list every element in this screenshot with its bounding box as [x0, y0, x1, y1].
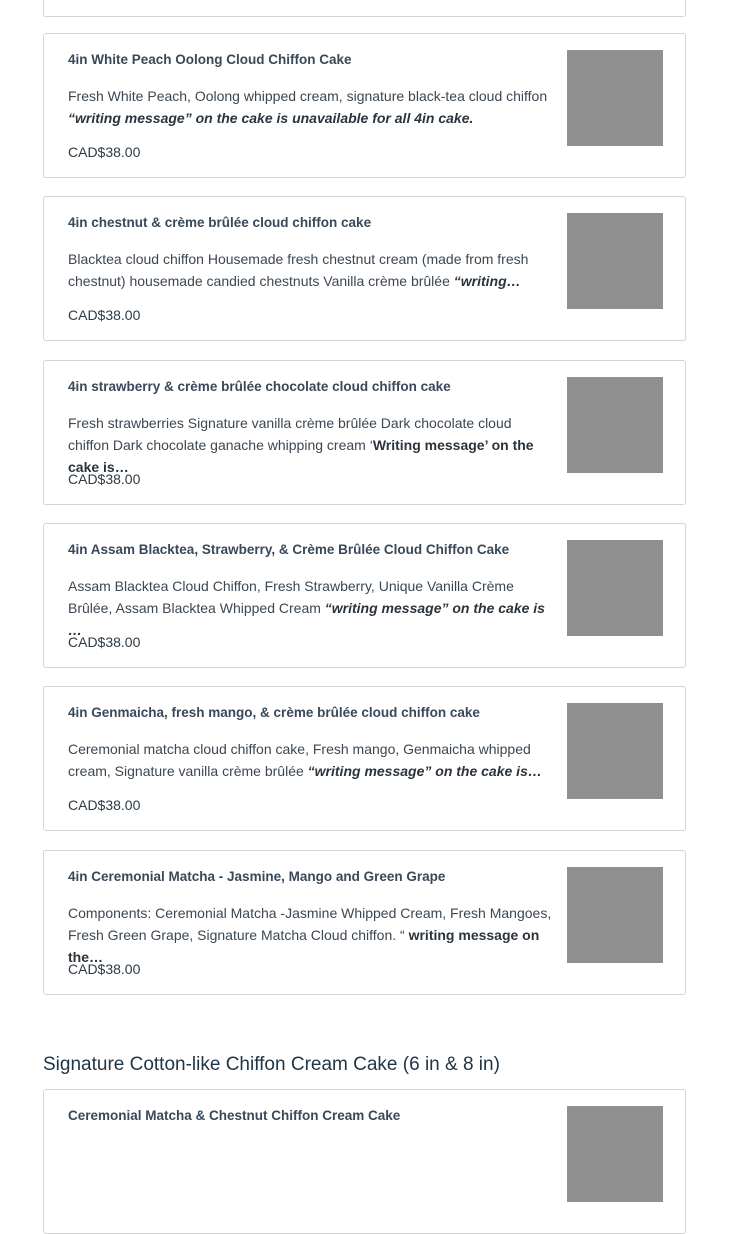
product-description: [68, 85, 552, 131]
product-description: [68, 738, 552, 784]
description-text: Fresh White Peach, Oolong whipped cream, signature black-tea cloud chiffon: [68, 88, 548, 104]
writing-message-note: Writing message’ on the cake is…: [68, 437, 534, 475]
product-image: [567, 703, 663, 799]
product-image: [567, 50, 663, 146]
product-card[interactable]: [43, 33, 686, 178]
product-title: 4in White Peach Oolong Cloud Chiffon Cake: [68, 52, 352, 67]
product-title: 4in chestnut & crème brûlée cloud chiffon cake: [68, 215, 372, 230]
product-title: 4in Ceremonial Matcha - Jasmine, Mango and Green Grape: [68, 869, 446, 884]
product-card[interactable]: [43, 686, 686, 831]
product-image: [567, 867, 663, 963]
section-heading: Signature Cotton-like Chiffon Cream Cake (6 in & 8 in): [43, 1053, 500, 1075]
writing-message-note: “writing message” on the cake is…: [307, 763, 542, 779]
product-card-partial[interactable]: [43, 0, 686, 17]
product-card[interactable]: [43, 850, 686, 995]
product-price: CAD$38.00: [68, 797, 141, 813]
product-price: CAD$38.00: [68, 471, 141, 487]
description-text: Assam Blacktea Cloud Chiffon, Fresh Strawberry, Unique Vanilla Crème Brûlée, Assam Blacktea Whipped Cream: [68, 578, 514, 616]
product-price: CAD$38.00: [68, 307, 141, 323]
product-title: 4in Assam Blacktea, Strawberry, & Crème Brûlée Cloud Chiffon Cake: [68, 542, 510, 557]
product-price: CAD$38.00: [68, 144, 141, 160]
product-card[interactable]: [43, 196, 686, 341]
product-description: [68, 575, 552, 638]
description-text: Fresh strawberries Signature vanilla crème brûlée Dark chocolate cloud chiffon Dark chocolate ganache whipping cream ‘: [68, 415, 512, 453]
writing-message-note: “writing…: [453, 273, 521, 289]
product-title: Ceremonial Matcha & Chestnut Chiffon Cream Cake: [68, 1108, 401, 1123]
product-card[interactable]: [43, 523, 686, 668]
product-image: [567, 213, 663, 309]
description-text: Ceremonial matcha cloud chiffon cake, Fresh mango, Genmaicha whipped cream, Signature vanilla crème brûlée: [68, 741, 531, 779]
description-text: Blacktea cloud chiffon Housemade fresh chestnut cream (made from fresh chestnut) housemade candied chestnuts Vanilla crème brûlée: [68, 251, 529, 289]
writing-message-note: “writing message” on the cake is unavailable for all 4in cake.: [68, 110, 474, 126]
product-title: 4in strawberry & crème brûlée chocolate cloud chiffon cake: [68, 379, 451, 394]
product-description: [68, 248, 552, 294]
product-image: [567, 1106, 663, 1202]
product-card[interactable]: [43, 1089, 686, 1234]
product-description: [68, 412, 552, 475]
product-price: CAD$38.00: [68, 961, 141, 977]
product-card[interactable]: [43, 360, 686, 505]
writing-message-note: “writing message” on the cake is …: [68, 600, 545, 638]
writing-message-note: writing message on the…: [68, 927, 540, 965]
description-text: Components: Ceremonial Matcha -Jasmine Whipped Cream, Fresh Mangoes, Fresh Green Grape, Signature Matcha Cloud chiffon. “: [68, 905, 552, 943]
product-image: [567, 377, 663, 473]
product-description: [68, 902, 552, 965]
product-title: 4in Genmaicha, fresh mango, & crème brûlée cloud chiffon cake: [68, 705, 480, 720]
product-image: [567, 540, 663, 636]
product-price: CAD$38.00: [68, 634, 141, 650]
